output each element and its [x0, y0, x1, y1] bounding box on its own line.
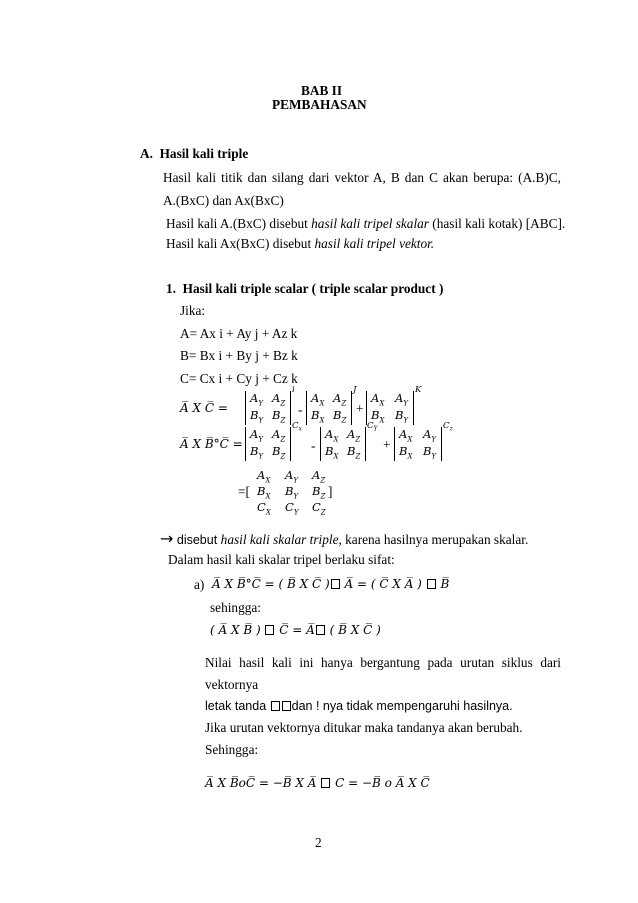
subsection-1-title: 1. Hasil kali triple scalar ( triple scalar product ) — [166, 281, 444, 296]
f1-m2-a: $A_X$ — [311, 391, 325, 408]
f1-m3-b: $A_Y$ — [395, 391, 408, 408]
box-glyph-icon — [321, 778, 330, 788]
f2-sup3: $C_z$ — [443, 421, 453, 433]
s1-part-a: ( A̅ X B̅ ) — [210, 623, 265, 637]
sehingga-label-1: sehingga: — [210, 600, 261, 615]
pa-eq2: A̅ = ( C̅ X A̅ ) — [340, 577, 426, 591]
f1-m2-c: $B_X$ — [311, 408, 325, 425]
jika-label: Jika: — [180, 303, 206, 318]
nilai-line2: vektornya — [205, 677, 259, 692]
arrow-prefix: disebut — [173, 533, 221, 547]
def2-term: hasil kali tripel vektor. — [314, 236, 435, 251]
jika-urutan-line: Jika urutan vektornya ditukar maka tandanya akan berubah. — [205, 720, 523, 735]
def1-suffix: (hasil kali kotak) [ABC]. — [428, 216, 566, 231]
final-part-b: C = −B̅ o A̅ X C̅ — [331, 776, 430, 790]
box-glyph-icon — [271, 701, 280, 711]
f2-m3-a: $A_X$ — [399, 427, 413, 444]
def1-prefix: Hasil kali A.(BxC) disebut — [166, 216, 312, 231]
f3-r2c1: $B_X$ — [257, 484, 271, 501]
f2-m1-a: $A_Y$ — [250, 427, 263, 444]
section-a-intro-line2: A.(BxC) dan Ax(BxC) — [163, 193, 284, 208]
f1-op1: - — [298, 402, 303, 417]
f3-r3c2: $C_Y$ — [285, 500, 299, 517]
properties-intro: Dalam hasil kali skalar tripel berlaku sifat: — [168, 552, 395, 567]
formula3-suffix: ] — [328, 484, 333, 499]
sehingga-label-2: Sehingga: — [205, 742, 259, 757]
f2-m2-b: $A_Z$ — [347, 427, 361, 444]
f2-m1-c: $B_Y$ — [250, 444, 264, 461]
s1-part-b: C̅ = A̅ — [275, 623, 315, 637]
f1-m2-b: $A_Z$ — [333, 391, 347, 408]
f1-m1-c: $B_Y$ — [250, 408, 264, 425]
final-equation — [205, 776, 430, 790]
box-glyph-icon — [282, 701, 291, 711]
section-a-def2 — [166, 236, 434, 252]
f2-op1: - — [311, 438, 316, 453]
f1-m3-c: $B_X$ — [371, 408, 385, 425]
chapter-title: PEMBAHASAN — [272, 97, 367, 112]
f3-r2c2: $B_Y$ — [285, 484, 299, 501]
arrow-icon: → — [160, 529, 174, 548]
box-glyph-icon — [265, 625, 274, 635]
f2-m2-d: $B_Z$ — [347, 444, 361, 461]
arrow-line — [160, 529, 528, 548]
letak-line — [205, 699, 513, 713]
f1-sup2: J — [353, 385, 357, 395]
arrow-suffix: , karena hasilnya merupakan skalar. — [338, 532, 529, 547]
f2-sup1: $C_x$ — [292, 421, 302, 433]
formula1-lhs: A̅ X C̅ = — [180, 401, 228, 415]
f1-m1-a: $A_Y$ — [250, 391, 263, 408]
f2-m3-c: $B_X$ — [399, 444, 413, 461]
f3-r1c2: $A_Y$ — [285, 468, 298, 485]
f2-m1-b: $A_Z$ — [272, 427, 286, 444]
pa-eq3: B̅ — [436, 577, 450, 591]
f1-m2-d: $B_Z$ — [333, 408, 347, 425]
property-a-eq — [212, 577, 449, 591]
s1-part-c: ( B̅ X C̅ ) — [325, 623, 381, 637]
section-a-title: A. Hasil kali triple — [140, 146, 249, 161]
f1-m1-d: $B_Z$ — [272, 408, 286, 425]
box-glyph-icon — [331, 579, 340, 589]
f2-m3-b: $A_Y$ — [423, 427, 436, 444]
section-a-intro-line1: Hasil kali titik dan silang dari vektor A, B dan C akan berupa: (A.B)C, — [163, 170, 561, 185]
f2-m3-d: $B_Y$ — [423, 444, 437, 461]
section-a-def1 — [166, 216, 565, 232]
f2-sup2: $C_Y$ — [367, 421, 378, 433]
nilai-line1: Nilai hasil kali ini hanya bergantung pada urutan siklus dari — [205, 655, 561, 670]
f1-m3-d: $B_Y$ — [395, 408, 409, 425]
sehingga-eq-1 — [210, 623, 381, 637]
final-part-a: A̅ X B̅oC̅ = −B̅ X A̅ — [205, 776, 321, 790]
f3-r1c3: $A_Z$ — [312, 468, 326, 485]
box-glyph-icon — [316, 625, 325, 635]
f1-op2: + — [356, 401, 364, 416]
letak-suffix: dan ! nya tidak mempengaruhi hasilnya. — [291, 699, 513, 713]
f3-r1c1: $A_X$ — [257, 468, 271, 485]
formula3-prefix: =[ — [238, 484, 250, 499]
letak-prefix: letak tanda — [205, 699, 270, 713]
arrow-term: hasil kali skalar triple — [220, 532, 339, 547]
f1-sup1: i — [292, 385, 295, 395]
property-a-label: a) — [194, 577, 205, 592]
page-number: 2 — [315, 835, 322, 850]
def2-prefix: Hasil kali Ax(BxC) disebut — [166, 236, 315, 251]
formula2-lhs: A̅ X B̅°C̅ = — [180, 437, 243, 451]
chapter-label: BAB II — [301, 83, 343, 98]
f3-r3c1: $C_X$ — [257, 500, 271, 517]
f3-r3c3: $C_Z$ — [312, 500, 326, 517]
vector-c-eq: C= Cx i + Cy j + Cz k — [180, 371, 298, 386]
f1-sup3: K — [415, 385, 422, 395]
box-glyph-icon — [427, 579, 436, 589]
f2-op2: + — [383, 437, 391, 452]
f1-m3-a: $A_X$ — [371, 391, 385, 408]
def1-term: hasil kali tripel skalar — [311, 216, 429, 231]
f3-r2c3: $B_Z$ — [312, 484, 326, 501]
vector-b-eq: B= Bx i + By j + Bz k — [180, 348, 298, 363]
pa-eq1: A̅ X B̅°C̅ = ( B̅ X C̅ ) — [212, 577, 330, 591]
f1-m1-b: $A_Z$ — [272, 391, 286, 408]
vector-a-eq: A= Ax i + Ay j + Az k — [180, 326, 298, 341]
f2-m1-d: $B_Z$ — [272, 444, 286, 461]
f2-m2-a: $A_X$ — [325, 427, 339, 444]
f2-m2-c: $B_X$ — [325, 444, 339, 461]
